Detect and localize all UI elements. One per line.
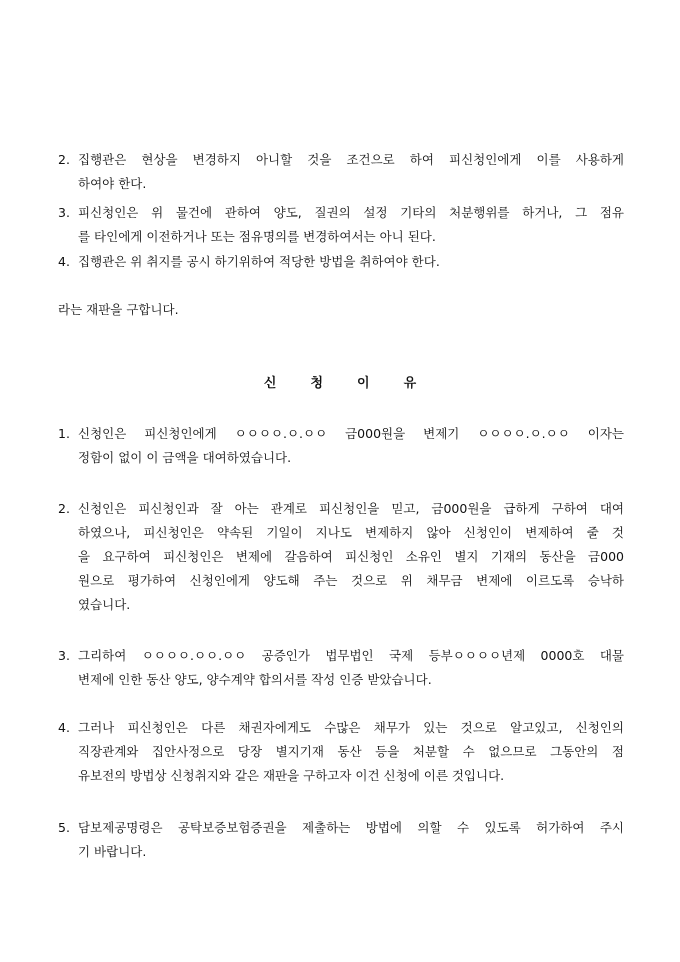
section-heading	[0, 372, 680, 391]
reason-item-2	[58, 497, 624, 617]
reason-item-1	[58, 422, 624, 470]
reason-line: 하였으나, 피신청인은 약속된 기일이 지나도 변제하지 않아 신청인이 변제하여 줄 것	[78, 525, 624, 540]
reason-line: 을 요구하여 피신청인은 변제에 갈음하여 피신청인 소유인 별지 기재의 동산을 금000	[78, 549, 624, 564]
reason-item-4	[58, 716, 624, 788]
order-item-line: 하여야 한다.	[78, 176, 147, 191]
reason-line: 원으로 평가하여 신청인에게 양도해 주는 것으로 위 채무금 변제에 이르도록 승낙하	[78, 573, 624, 588]
reason-number: 1.	[58, 426, 70, 441]
reason-line: 변제에 인한 동산 양도, 양수계약 합의서를 작성 인증 받았습니다.	[78, 672, 432, 687]
heading-char: 청	[310, 376, 323, 391]
reason-item-3	[58, 644, 624, 692]
reason-line: 그러나 피신청인은 다른 채권자에게도 수많은 채무가 있는 것으로 알고있고, 신청인의	[78, 720, 624, 735]
reason-line: 유보전의 방법상 신청취지와 같은 재판을 구하고자 이건 신청에 이른 것입니다.	[78, 768, 505, 783]
reason-line: 직장관계와 집안사정으로 당장 별지기재 동산 등을 처분할 수 없으므로 그동안의 점	[78, 744, 624, 759]
heading-char: 유	[403, 376, 417, 391]
reason-number: 5.	[58, 820, 70, 835]
reason-line: 였습니다.	[78, 597, 131, 612]
order-item-2	[58, 148, 624, 196]
order-item-number: 4.	[58, 254, 70, 269]
order-item-4	[58, 250, 624, 274]
order-item-number: 2.	[58, 152, 70, 167]
closing-sentence: 라는 재판을 구합니다.	[58, 302, 179, 317]
heading-char: 신	[263, 376, 277, 391]
reason-line: 그리하여 ㅇㅇㅇㅇ.ㅇㅇ.ㅇㅇ 공증인가 법무법인 국제 등부ㅇㅇㅇㅇ년제 0000호 대물	[78, 648, 624, 663]
order-item-line: 피신청인은 위 물건에 관하여 양도, 질권의 설정 기타의 처분행위를 하거나, 그 점유	[78, 205, 624, 220]
reason-line: 정함이 없이 이 금액을 대여하였습니다.	[78, 450, 292, 465]
order-item-line: 집행관은 현상을 변경하지 아니할 것을 조건으로 하여 피신청인에게 이를 사용하게	[78, 152, 624, 167]
reason-number: 3.	[58, 648, 70, 663]
order-item-number: 3.	[58, 205, 70, 220]
order-item-line: 를 타인에게 이전하거나 또는 점유명의를 변경하여서는 아니 된다.	[78, 229, 436, 244]
reason-line: 담보제공명령은 공탁보증보험증권을 제출하는 방법에 의할 수 있도록 허가하여 주시	[78, 820, 624, 835]
reason-item-5	[58, 816, 624, 864]
reason-line: 신청인은 피신청인과 잘 아는 관계로 피신청인을 믿고, 금000원을 급하게 구하여 대여	[78, 501, 624, 516]
reason-line: 기 바랍니다.	[78, 844, 147, 859]
reason-number: 2.	[58, 501, 70, 516]
reason-number: 4.	[58, 720, 70, 735]
order-item-3	[58, 201, 624, 249]
order-item-line: 집행관은 위 취지를 공시 하기위하여 적당한 방법을 취하여야 한다.	[78, 254, 440, 269]
reason-line: 신청인은 피신청인에게 ㅇㅇㅇㅇ.ㅇ.ㅇㅇ 금000원을 변제기 ㅇㅇㅇㅇ.ㅇ.ㅇㅇ 이자는	[78, 426, 624, 441]
heading-char: 이	[357, 376, 370, 391]
